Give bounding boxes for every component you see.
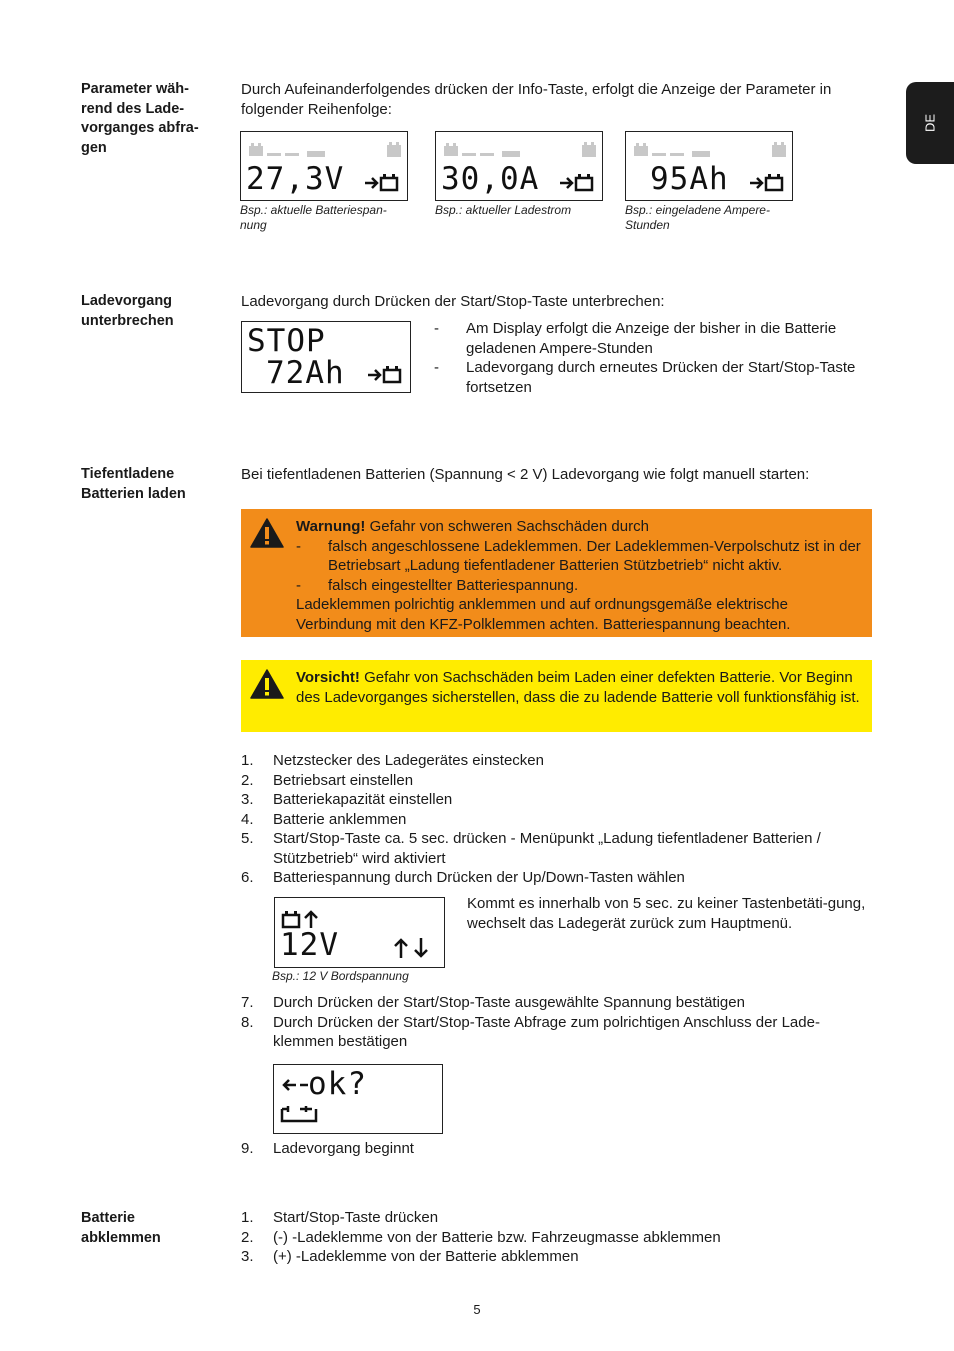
list-item: 8. Durch Drücken der Start/Stop-Taste Abfrage zum polrichtigen Anschluss der Lade-klemmen bestätigen: [241, 1013, 820, 1050]
timeout-note: Kommt es innerhalb von 5 sec. zu keiner Tastenbetäti-gung, wechselt das Ladegerät zurück zum Hauptmenü.: [467, 895, 866, 932]
section-heading-deep-discharge: Tiefentladene Batterien laden: [81, 466, 186, 502]
battery-icon: [280, 1103, 320, 1125]
caution-text: [296, 668, 862, 707]
list-item: 4. Batterie anklemmen: [241, 810, 407, 828]
list-item: 3. (+) -Ladeklemme von der Batterie abklemmen: [241, 1248, 579, 1265]
caution-body: Gefahr von Sachschäden beim Laden einer defekten Batterie. Vor Beginn des Ladevorganges sicherstellen, dass die zu ladende Batterie voll funktionsfähig ist.: [296, 669, 860, 706]
lcd-display-12v: [274, 897, 445, 968]
lcd-ghost-segments: [632, 140, 788, 162]
lcd-value: 95Ah: [650, 161, 729, 197]
list-item: - falsch eingestellter Batteriespannung.: [296, 576, 862, 596]
lcd-caption: Bsp.: aktuelle Batteriespan- nung: [240, 203, 387, 232]
list-item: 6. Batteriespannung durch Drücken der Up/Down-Tasten wählen: [241, 869, 685, 886]
lcd-line1: STOP: [247, 323, 326, 359]
lcd-display-amphours: [625, 131, 793, 201]
warning-title: Warnung!: [296, 518, 366, 535]
warning-bullets: [296, 537, 862, 596]
section1-intro: Durch Aufeinanderfolgendes drücken der Info-Taste, erfolgt die Anzeige der Parameter in folgender Reihenfolge:: [241, 81, 832, 118]
lcd-ghost-segments: [247, 140, 403, 162]
lcd-value: 12V: [280, 927, 339, 963]
lcd-caption: Bsp.: eingeladene Ampere- Stunden: [625, 203, 770, 232]
warning-text: [296, 517, 862, 634]
steps-list-a: [241, 751, 871, 888]
list-item: 3. Batteriekapazität einstellen: [241, 791, 453, 808]
charging-battery-icon: [366, 364, 406, 386]
lcd-line2: 72Ah: [266, 355, 345, 391]
clamp-arrow-icon: [280, 1075, 310, 1095]
warning-box: [241, 509, 872, 637]
caution-triangle-icon: [250, 669, 284, 699]
page-number: 5: [473, 1302, 481, 1317]
charging-battery-icon: [748, 172, 788, 194]
section2-bullets: [434, 319, 874, 397]
charging-battery-icon: [363, 172, 403, 194]
language-tab-label: DE: [922, 113, 938, 133]
list-item: 1. Netzstecker des Ladegerätes einstecken: [241, 752, 544, 769]
section-heading-parameter: Parameter wäh- rend des Lade- vorganges abfra- gen: [81, 81, 199, 156]
section-heading-disconnect: Batterie abklemmen: [81, 1210, 161, 1246]
list-item: 7. Durch Drücken der Start/Stop-Taste ausgewählte Spannung bestätigen: [241, 994, 745, 1011]
section2-intro: Ladevorgang durch Drücken der Start/Stop-Taste unterbrechen:: [241, 293, 665, 310]
list-item: 9. Ladevorgang beginnt: [241, 1140, 414, 1157]
list-item: 2. (-) -Ladeklemme von der Batterie bzw. Fahrzeugmasse abklemmen: [241, 1228, 721, 1246]
lcd-ghost-segments: [442, 140, 598, 162]
section3-intro: Bei tiefentladenen Batterien (Spannung < 2 V) Ladevorgang wie folgt manuell starten:: [241, 466, 810, 483]
steps-list-c: [241, 1139, 871, 1159]
charging-battery-icon: [558, 172, 598, 194]
lcd-display-stop: [241, 321, 411, 393]
list-item: 1. Start/Stop-Taste drücken: [241, 1209, 439, 1226]
lcd-caption: Bsp.: 12 V Bordspannung: [272, 969, 409, 983]
up-down-arrows-icon: [391, 936, 435, 960]
caution-title: Vorsicht!: [296, 669, 360, 686]
lcd-value: 30,0A: [441, 161, 540, 197]
steps-list-b: [241, 993, 871, 1052]
list-item: - Am Display erfolgt die Anzeige der bisher in die Batterie geladenen Ampere-Stunden: [434, 319, 874, 358]
lcd-display-voltage: [240, 131, 408, 201]
steps-list-disconnect: [241, 1208, 871, 1267]
list-item: 2. Betriebsart einstellen: [241, 771, 414, 789]
lcd-caption: Bsp.: aktueller Ladestrom: [435, 203, 572, 217]
list-item: 5. Start/Stop-Taste ca. 5 sec. drücken - Menüpunkt „Ladung tiefentladener Batterien / Stützbetrieb“ wird aktiviert: [241, 830, 821, 867]
list-item: - Ladevorgang durch erneutes Drücken der Start/Stop-Taste fortsetzen: [434, 358, 874, 397]
warning-lead: Gefahr von schweren Sachschäden durch: [365, 518, 649, 535]
list-item: - falsch angeschlossene Ladeklemmen. Der Ladeklemmen-Verpolschutz ist in der Betriebsart „Ladung tiefentladener Batterien Stützbetrieb“ nicht aktiv.: [296, 537, 862, 576]
lcd-display-ok: [273, 1064, 443, 1134]
warning-footer: Ladeklemmen polrichtig anklemmen und auf ordnungsgemäße elektrische Verbindung mit den KFZ-Polklemmen achten. Batteriespannung beachten.: [296, 596, 791, 633]
warning-triangle-icon: [250, 518, 284, 548]
lcd-value: ok?: [308, 1066, 367, 1102]
section-heading-interrupt: Ladevorgang unterbrechen: [81, 293, 174, 329]
lcd-value: 27,3V: [246, 161, 345, 197]
lcd-display-current: [435, 131, 603, 201]
caution-box: [241, 660, 872, 732]
language-tab: [906, 82, 954, 164]
